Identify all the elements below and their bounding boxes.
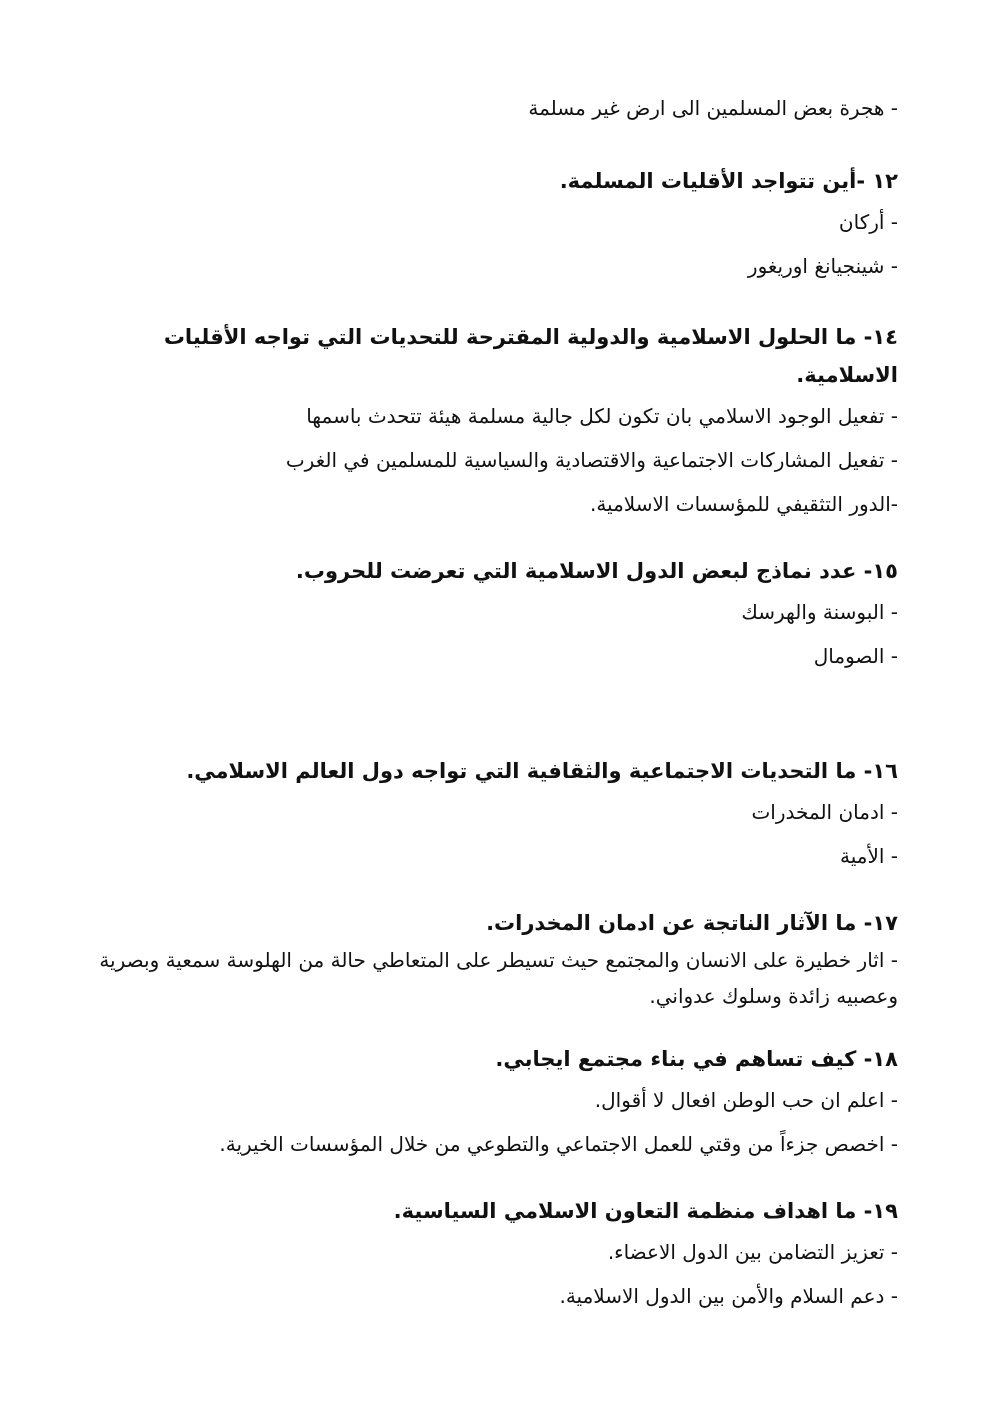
question-heading-14: ١٤- ما الحلول الاسلامية والدولية المقترحة للتحديات التي تواجه الأقليات الاسلامية.	[163, 325, 898, 387]
answer-item: - تفعيل الوجود الاسلامي بان تكون لكل جالية مسلمة هيئة تتحدث باسمها	[306, 404, 898, 428]
answer-item: - دعم السلام والأمن بين الدول الاسلامية.	[559, 1284, 898, 1308]
question-heading-17: ١٧- ما الآثار الناتجة عن ادمان المخدرات.	[486, 911, 898, 935]
answer-item: - الصومال	[813, 644, 898, 668]
answer-item: -الدور التثقيفي للمؤسسات الاسلامية.	[589, 492, 898, 516]
question-heading-12: ١٢ -أين تتواجد الأقليات المسلمة.	[559, 169, 898, 193]
answer-item: - البوسنة والهرسك	[741, 600, 898, 624]
answer-paragraph: - اثار خطيرة على الانسان والمجتمع حيث تسيطر على المتعاطي حالة من الهلوسة سمعية وبصرية وعصبيه زائدة وسلوك عدواني.	[99, 948, 898, 1008]
intro-item: - هجرة بعض المسلمين الى ارض غير مسلمة	[528, 96, 898, 120]
question-heading-16: ١٦- ما التحديات الاجتماعية والثقافية التي تواجه دول العالم الاسلامي.	[186, 759, 898, 783]
answer-item: - تعزيز التضامن بين الدول الاعضاء.	[607, 1240, 898, 1264]
answer-item: - ادمان المخدرات	[751, 800, 898, 824]
answer-item: - أركان	[838, 210, 898, 234]
answer-item: - الأمية	[839, 844, 898, 868]
question-heading-18: ١٨- كيف تساهم في بناء مجتمع ايجابي.	[495, 1047, 898, 1071]
answer-item: - اخصص جزءاً من وقتي للعمل الاجتماعي والتطوعي من خلال المؤسسات الخيرية.	[219, 1132, 898, 1156]
question-heading-19: ١٩- ما اهداف منظمة التعاون الاسلامي السياسية.	[393, 1199, 898, 1223]
answer-item: - تفعيل المشاركات الاجتماعية والاقتصادية والسياسية للمسلمين في الغرب	[285, 448, 898, 472]
answer-item: - شينجيانغ اوريغور	[747, 254, 898, 278]
document-page	[60, 86, 898, 1318]
question-heading-15: ١٥- عدد نماذج لبعض الدول الاسلامية التي تعرضت للحروب.	[295, 559, 898, 583]
answer-item: - اعلم ان حب الوطن افعال لا أقوال.	[594, 1088, 898, 1112]
